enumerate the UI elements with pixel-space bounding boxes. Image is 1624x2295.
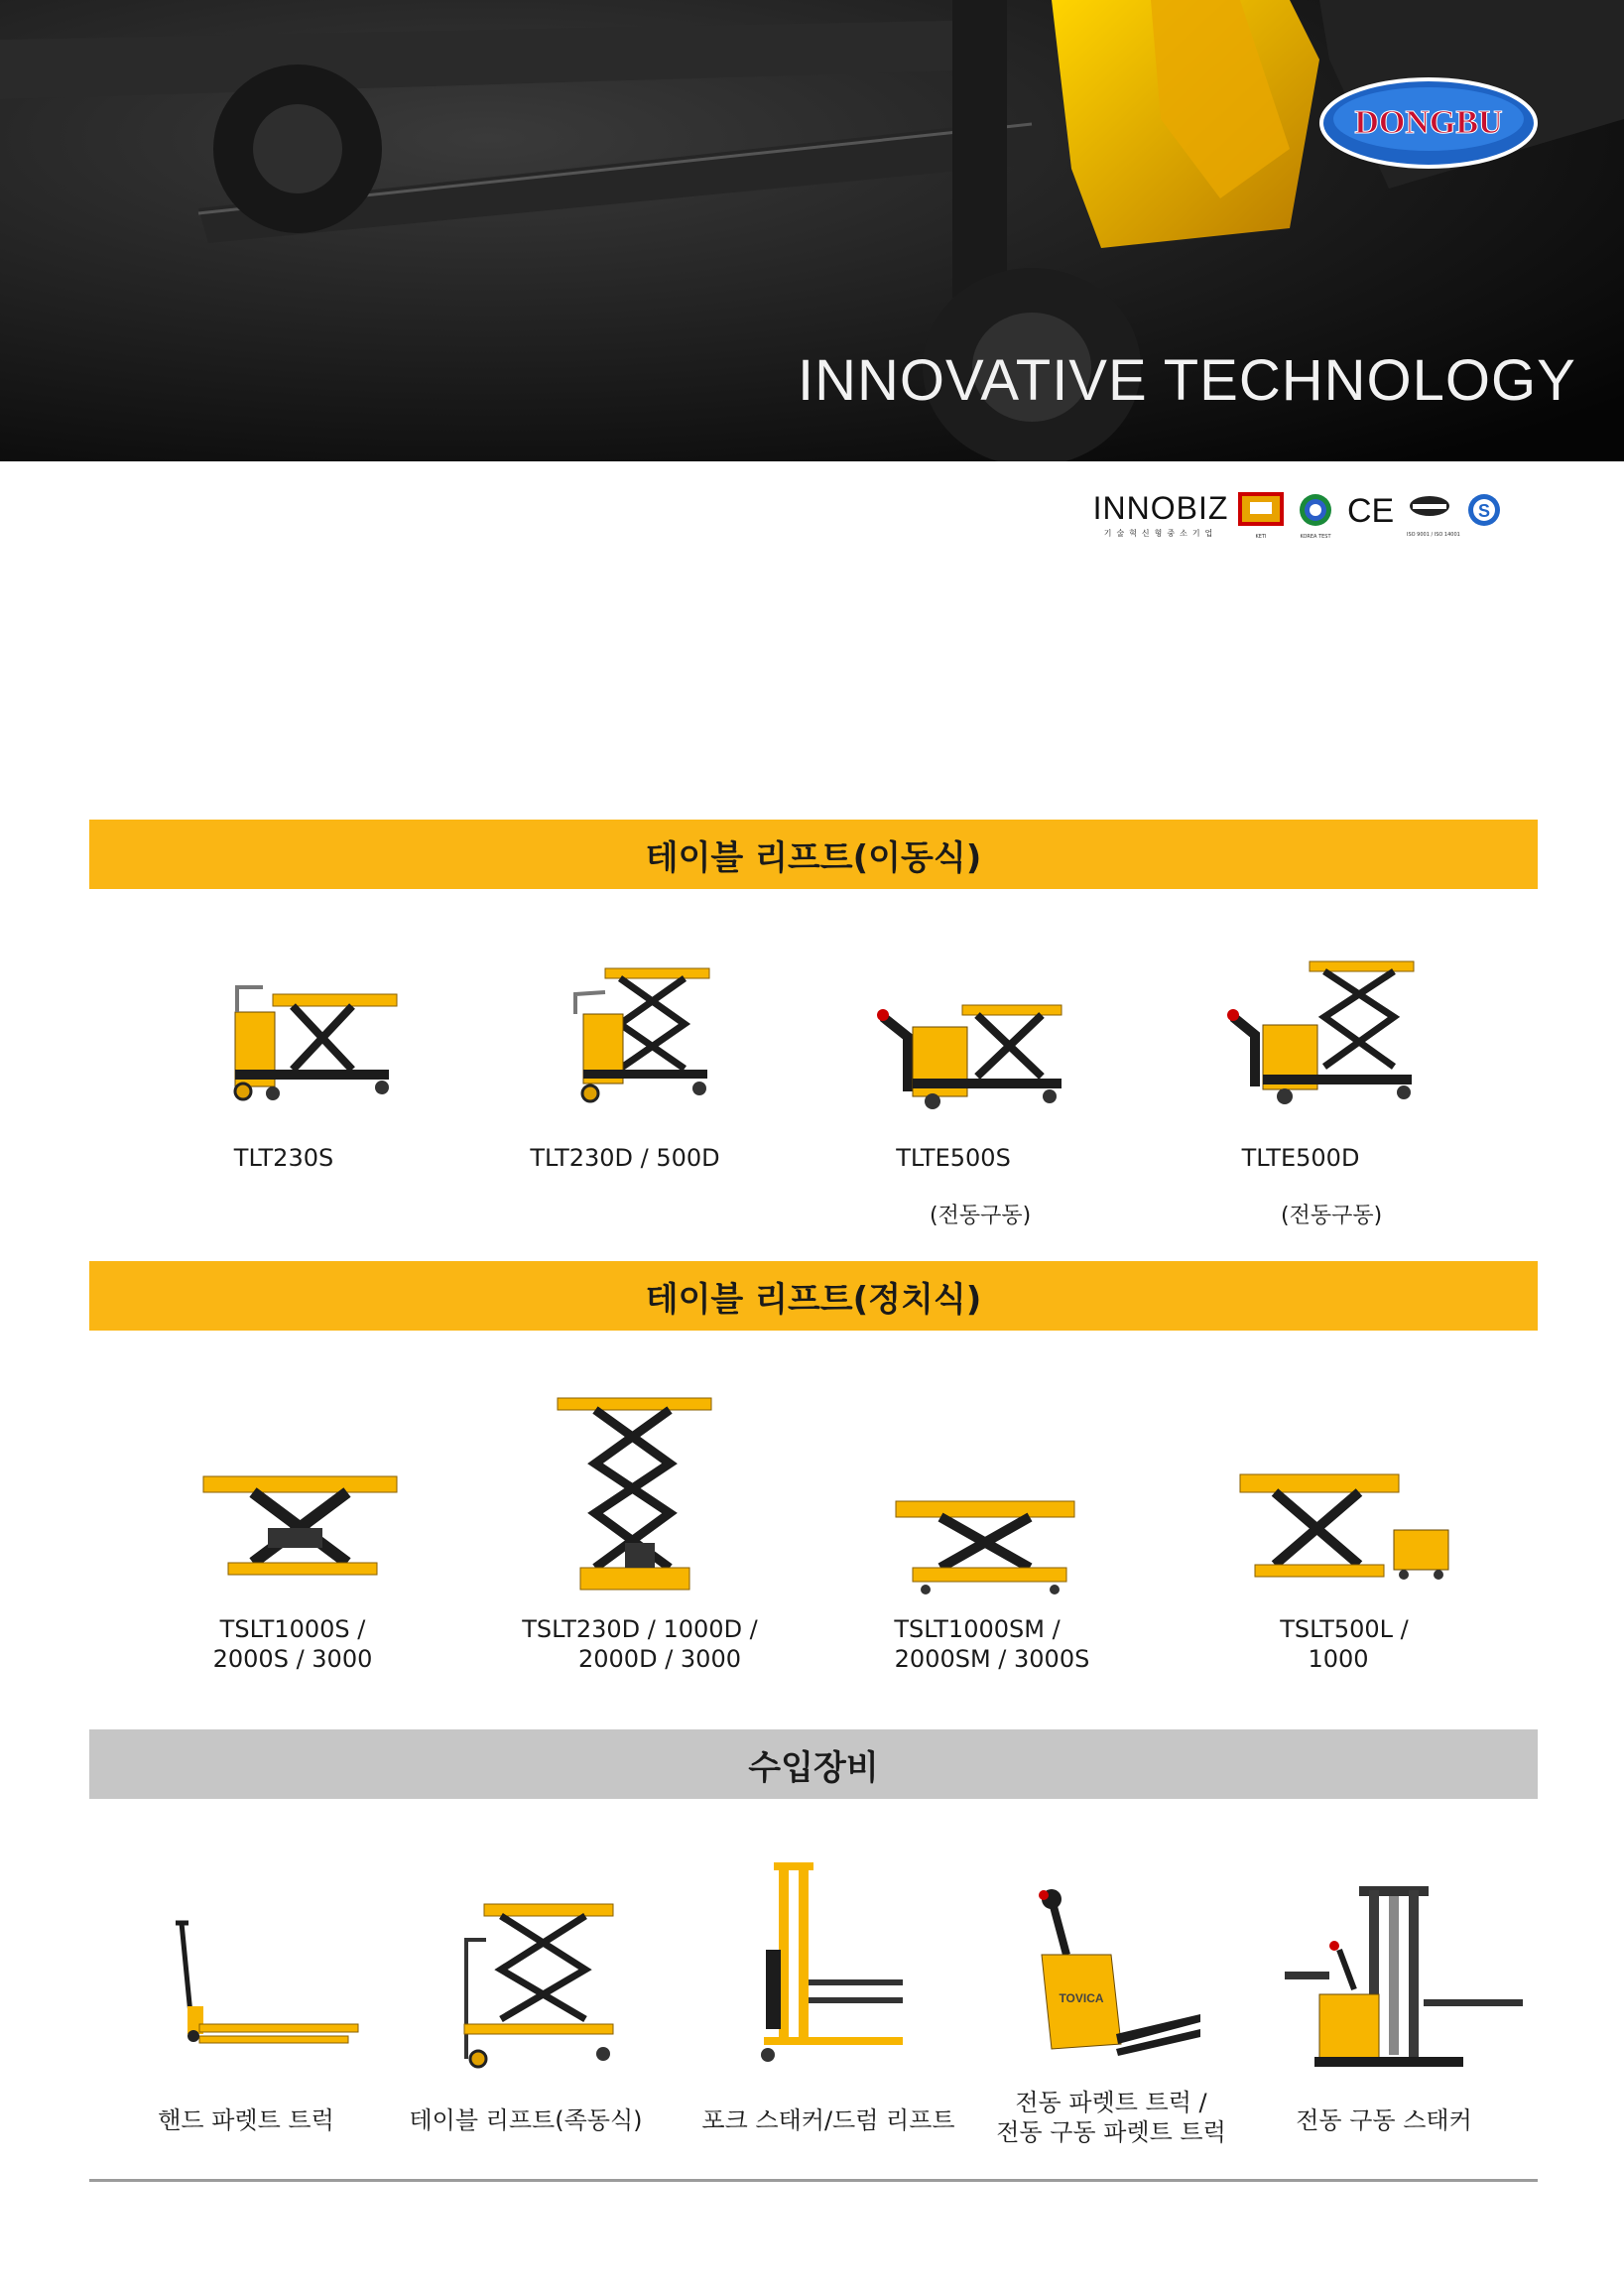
product-image-foot-table-lift — [456, 1900, 615, 2074]
product-label-line1: TSLT1000S / — [219, 1615, 366, 1643]
keti-badge — [1238, 492, 1284, 540]
footer-divider — [89, 2179, 1538, 2182]
product-image-tlte500d — [1225, 957, 1419, 1106]
product-image-fork-stacker — [754, 1860, 908, 2069]
hero-banner — [0, 0, 1624, 461]
product-label-tslt1000sm — [873, 1614, 1111, 1674]
product-label-fork-stacker: 포크 스태커/드럼 리프트 — [701, 2106, 955, 2134]
product-label-line1: TSLT500L / — [1280, 1615, 1409, 1643]
product-label-line1: 전동 파렛트 트럭 / — [1015, 2089, 1207, 2116]
product-image-electric-pallet-truck — [1022, 1885, 1205, 2059]
ce-badge — [1347, 492, 1394, 530]
section-title-stationary-table-lift: 테이블 리프트(정치식) — [89, 1261, 1538, 1331]
product-label-line2: 2000SM / 3000S — [894, 1645, 1090, 1673]
korea-test-badge — [1298, 492, 1333, 540]
product-label-tlt230d: TLT230D / 500D — [530, 1144, 720, 1172]
product-label-line2: 1000 — [1308, 1645, 1369, 1673]
product-label-electric-stacker: 전동 구동 스태커 — [1296, 2106, 1472, 2134]
product-image-electric-stacker — [1285, 1880, 1523, 2074]
product-image-tlte500s — [873, 997, 1071, 1111]
product-label-tslt500l — [1260, 1614, 1429, 1674]
product-image-hand-pallet-truck — [164, 1915, 362, 2054]
section-title-imported-equipment: 수입장비 — [89, 1729, 1538, 1799]
product-label-hand-pallet-truck: 핸드 파렛트 트럭 — [158, 2106, 334, 2134]
product-image-tslt1000sm — [891, 1493, 1079, 1597]
product-label-line2: 2000D / 3000 — [578, 1645, 741, 1673]
product-label-electric-pallet-truck — [982, 2088, 1240, 2147]
product-label-tlt230s: TLT230S — [233, 1144, 334, 1172]
innobiz-subtitle: 기술혁신형중소기업 — [1103, 529, 1218, 538]
product-label-line1: TSLT230D / 1000D / — [522, 1615, 758, 1643]
product-label-line2: 전동 구동 파렛트 트럭 — [996, 2118, 1226, 2146]
section-title-mobile-table-lift: 테이블 리프트(이동식) — [89, 820, 1538, 889]
svg-text:S: S — [1477, 501, 1491, 521]
product-image-tslt500l — [1235, 1470, 1453, 1599]
product-label-tlte500d: TLTE500D — [1241, 1144, 1360, 1172]
logo-text: DONGBU — [1354, 104, 1503, 141]
innobiz-word: INNOBIZ — [1092, 490, 1229, 526]
innobiz-badge — [1091, 492, 1230, 539]
product-image-tlt230d — [565, 964, 714, 1108]
iso-badge — [1407, 492, 1460, 538]
hero-title: INNOVATIVE TECHNOLOGY — [798, 348, 1576, 413]
product-label-tslt230d — [501, 1614, 779, 1674]
keti-caption: KETI — [1255, 534, 1267, 540]
product-label-tlte500s: TLTE500S — [896, 1144, 1011, 1172]
iso-caption: ISO 9001 / ISO 14001 — [1407, 532, 1460, 538]
product-label-foot-table-lift: 테이블 리프트(족동식) — [409, 2106, 643, 2134]
tovica-brand: TOVICA — [1059, 1991, 1104, 2005]
product-note-tlte500s: (전동구동) — [930, 1204, 1032, 1228]
korea-test-caption: KOREA TEST — [1300, 534, 1331, 540]
product-image-tslt1000s — [198, 1468, 402, 1597]
product-label-line1: TSLT1000SM / — [894, 1615, 1061, 1643]
dongbu-logo — [1319, 71, 1538, 175]
product-image-tlt230s — [223, 982, 402, 1106]
product-label-tslt1000s — [208, 1614, 377, 1674]
product-label-line2: 2000S / 3000 — [212, 1645, 373, 1673]
product-note-tlte500d: (전동구동) — [1281, 1204, 1383, 1228]
ce-mark: CE — [1347, 492, 1395, 530]
s-mark-badge — [1466, 492, 1502, 532]
product-image-tslt230d — [556, 1394, 714, 1602]
